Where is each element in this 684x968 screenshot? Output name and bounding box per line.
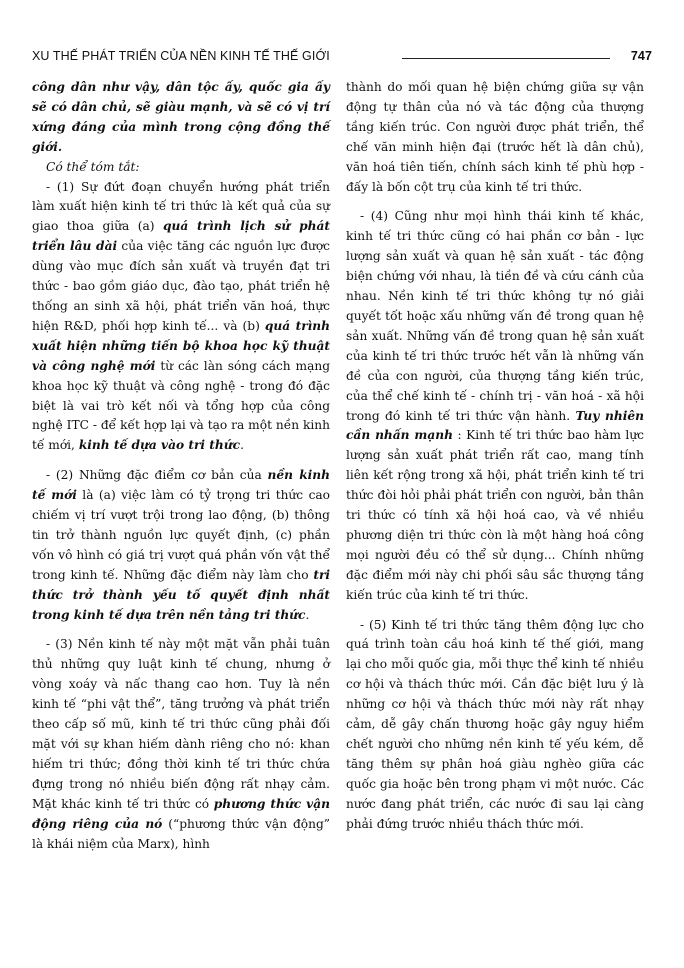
paragraph [32,178,330,457]
text-run: - (3) Nền kinh tế này một mặt vẫn phải tuân thủ những quy luật kinh tế chung, nhưng ở vòng xoáy và nấc thang cao hơn. Tuy là nền kinh tế “phi vật thể”, tăng trưởng và phát triển theo cấp số mũ, kinh tế tri thức cũng phải đối mặt với sự khan hiếm dành riêng cho nó: khan hiếm tri thức; đồng thời kinh tế tri thức chứa đựng trong nó nhiều biến động rất nhạy cảm. Mặt khác kinh tế tri thức có [32,637,330,811]
paragraph [346,616,644,835]
running-header [32,48,652,68]
page-number: 747 [630,49,652,63]
text-run: . [305,607,310,622]
text-run: : Kinh tế tri thức bao hàm lực lượng sản xuất phát triển rất cao, mang tính liên kết rộng trong xã hội, phát triển kinh tế tri thức đòi hỏi phải phát triển con người, bản thân tri thức có tính xã hội hoá cao, và về nhiều phương diện tri thức còn là một hàng hoá công mọi người đều có thể sử dụng... Chính những đặc điểm mới này chi phối sâu sắc thượng tầng kiến trúc của kinh tế tri thức. [346,428,644,602]
text-run: thành do mối quan hệ biện chứng giữa sự vận động tự thân của nó và tác động của thượng tầng kiến trúc. Con người được phát triển, thể chế văn minh hiện đại (trước hết là dân chủ), văn hoá tiên tiến, chính sách kinh tế phù hợp - đấy là bốn cột trụ của kinh tế tri thức. [346,80,644,194]
text-run: tri thức trở thành yếu tố quyết định nhất trong kinh tế dựa trên nền tảng tri thức [32,567,330,622]
paragraph [32,158,330,178]
text-run: . [240,438,244,453]
paragraph [32,466,330,625]
text-run: công dân như vậy, dân tộc ấy, quốc gia ấy sẽ có dân chủ, sẽ giàu mạnh, và sẽ có vị trí xứng đáng của mình trong cộng đồng thế giới. [32,80,330,154]
text-run: từ các làn sóng cách mạng khoa học kỹ thuật và công nghệ - trong đó đặc biệt là vai trò kết nối và tổng hợp của công nghệ ITC - để kết hợp lại và tạo ra một nền kinh tế mới, [32,358,331,453]
text-run: (“phương thức vận động” là khái niệm của Marx), hình [32,816,331,851]
paragraph [32,635,330,854]
header-rule [402,58,610,59]
text-run: là (a) việc làm có tỷ trọng tri thức cao chiếm vị trí vượt trội trong lao động, (b) thông tin trở thành nguồn lực quyết định, (c) phần vốn vô hình có giá trị vượt quá phần vốn vật thể trong kinh tế. Những đặc điểm này làm cho [32,488,330,582]
paragraph [32,78,330,158]
text-run: - (2) Những đặc điểm cơ bản của [46,468,268,483]
text-run: Tuy nhiên cần nhấn mạnh [346,408,644,443]
text-run: - (1) Sự đứt đoạn chuyển hướng phát triển làm xuất hiện kinh tế tri thức là kết quả của sự giao thoa giữa (a) [32,179,330,234]
text-run: - (5) Kinh tế tri thức tăng thêm động lực cho quá trình toàn cầu hoá kinh tế thế giới, mang lại cho mỗi quốc gia, mỗi thực thể kinh tế nhiều cơ hội và thách thức mới. Cần đặc biệt lưu ý là những cơ hội và thách thức mới này rất nhạy cảm, dễ gây chấn thương hoặc gây nguy hiểm chết người cho những nền kinh tế yếu kém, dễ tăng thêm sự phân hoá giàu nghèo giữa các quốc gia hoặc bên trong phạm vi một nước. Các nước đang phát triển, các nước đi sau lại càng phải đứng trước nhiều thách thức mới. [346,617,644,831]
text-run: của việc tăng các nguồn lực được dùng vào mục đích sản xuất và truyền đạt tri thức - bao gồm giáo dục, đào tạo, phát triển hệ thống an sinh xã hội, phát triển văn hoá, thực hiện R&D, phối hợp kinh tế... và (b) [32,239,331,333]
paragraph [346,78,644,197]
text-run: quá trình lịch sử phát triển lâu dài [32,219,330,254]
text-run: - (4) Cũng như mọi hình thái kinh tế khác, kinh tế tri thức cũng có hai phần cơ bản - lực lượng sản xuất và quan hệ sản xuất - tác động biện chứng với nhau, là tiền đề và cứu cánh của nhau. Nền kinh tế tri thức không tự nó giải quyết tốt hoặc xấu những vấn đề trong quan hệ sản xuất. Những vấn đề trong quan hệ sản xuất của kinh tế tri thức trước hết vẫn là những vấn đề của con người, của thượng tầng kiến trúc, của thể chế kinh tế - chính trị - văn hoá - xã hội trong đó kinh tế tri thức vận hành. [346,209,644,423]
text-run: nền kinh tế mới [32,468,330,503]
running-title: XU THẾ PHÁT TRIỂN CỦA NỀN KINH TẾ THẾ GIỚI [32,49,330,63]
paragraph [346,207,644,605]
left-column [32,78,330,854]
text-run: Có thể tóm tắt: [46,159,140,174]
text-run: phương thức vận động riêng của nó [32,796,330,831]
text-run: kinh tế dựa vào tri thức [78,438,241,453]
text-run: quá trình xuất hiện những tiến bộ khoa học kỹ thuật và công nghệ mới [32,318,330,373]
right-column [346,78,644,835]
